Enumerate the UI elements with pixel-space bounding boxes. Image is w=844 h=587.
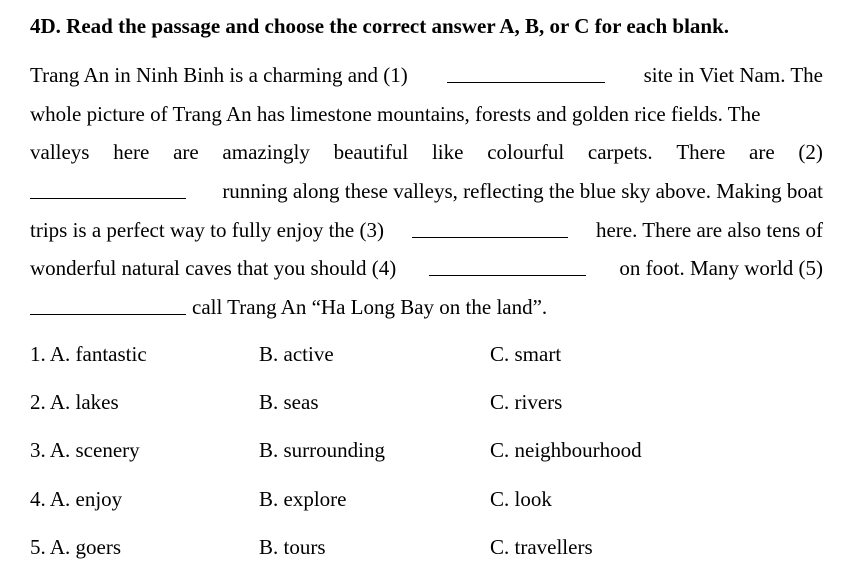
passage-word: colourful	[487, 140, 565, 165]
option-5c[interactable]: C. travellers	[490, 534, 593, 559]
passage-line-3	[30, 135, 823, 174]
passage-line-7	[30, 290, 823, 329]
blank-5[interactable]	[30, 290, 186, 315]
option-5b[interactable]: B. tours	[259, 534, 326, 559]
passage-word: like	[431, 140, 464, 165]
passage-text: running along these valleys, reflecting the blue sky above. Making boat	[222, 179, 823, 204]
answer-options	[30, 338, 823, 579]
option-3c[interactable]: C. neighbourhood	[490, 438, 642, 463]
blank-4[interactable]	[429, 251, 586, 276]
passage-word: are	[749, 140, 775, 165]
option-4c[interactable]: C. look	[490, 486, 552, 511]
option-3b[interactable]: B. surrounding	[259, 438, 385, 463]
option-4b[interactable]: B. explore	[259, 486, 347, 511]
passage-word: carpets.	[587, 140, 653, 165]
option-row-2	[30, 386, 823, 434]
option-row-5	[30, 531, 823, 579]
passage-word: are	[173, 140, 199, 165]
blank-3[interactable]	[412, 213, 568, 238]
option-2a[interactable]: 2. A. lakes	[30, 390, 119, 415]
exercise-heading: 4D. Read the passage and choose the correct answer A, B, or C for each blank.	[30, 14, 730, 38]
passage-text: call Trang An “Ha Long Bay on the land”.	[192, 295, 548, 320]
option-1b[interactable]: B. active	[259, 342, 334, 366]
passage-text: wonderful natural caves that you should (4)	[30, 256, 397, 281]
option-row-3	[30, 434, 823, 482]
option-3a[interactable]: 3. A. scenery	[30, 438, 140, 463]
blank-1[interactable]	[447, 58, 605, 83]
passage-line-1	[30, 58, 823, 97]
passage-text: here. There are also tens of	[595, 217, 823, 242]
passage-word: valleys	[30, 140, 90, 165]
passage-line-2	[30, 97, 823, 136]
passage-word: amazingly	[222, 140, 310, 165]
passage-line-4	[30, 174, 823, 213]
blank-2[interactable]	[30, 174, 186, 199]
option-1a[interactable]: 1. A. fantastic	[30, 342, 147, 366]
option-4a[interactable]: 4. A. enjoy	[30, 486, 123, 511]
option-5a[interactable]: 5. A. goers	[30, 534, 121, 559]
passage-text: whole picture of Trang An has limestone mountains, forests and golden rice fields. The	[30, 101, 761, 126]
option-row-4	[30, 483, 823, 531]
reading-passage	[30, 58, 823, 329]
option-1c[interactable]: C. smart	[490, 342, 562, 366]
passage-line-5	[30, 213, 823, 252]
passage-word: beautiful	[333, 140, 409, 165]
passage-line-6	[30, 251, 823, 290]
passage-text: trips is a perfect way to fully enjoy the (3)	[30, 217, 384, 242]
passage-text: Trang An in Ninh Binh is a charming and (1)	[30, 63, 408, 87]
passage-text: on foot. Many world (5)	[619, 256, 823, 281]
passage-word: There	[676, 140, 726, 165]
passage-text: site in Viet Nam. The	[643, 63, 823, 87]
option-2c[interactable]: C. rivers	[490, 390, 563, 415]
passage-word: here	[113, 140, 150, 165]
option-row-1	[30, 338, 823, 386]
passage-word: (2)	[798, 140, 823, 165]
option-2b[interactable]: B. seas	[259, 390, 319, 415]
